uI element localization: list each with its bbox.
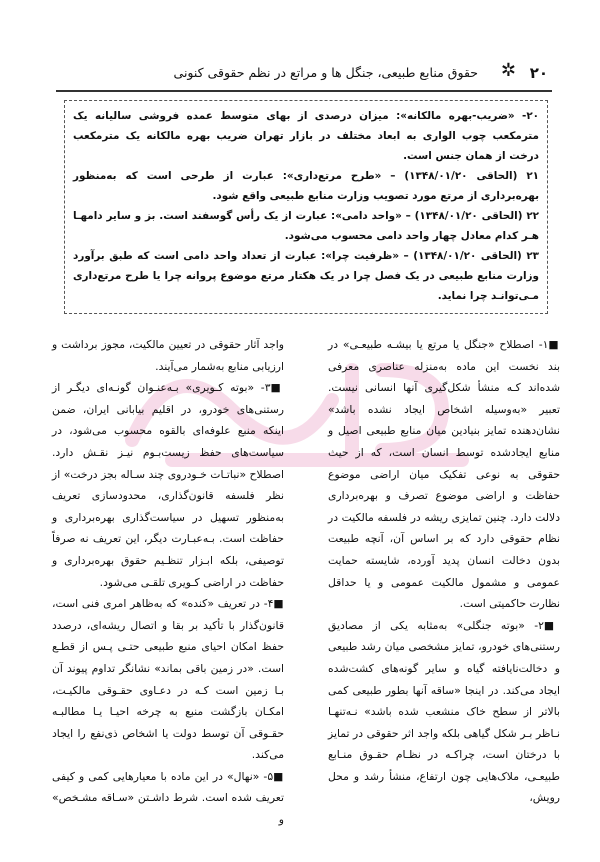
page-header: [56, 58, 552, 92]
header-rule: [56, 90, 552, 92]
footnote-23: ۲۳ (الحاقی ۱۳۴۸/۰۱/۲۰) – «ظرفیت چرا»: عبارت از تعداد واحد دامی است که طبق برآورد وزارت منابع طبیعی در یک فصل چرا در یک هکتار مرتع موضوع پروانه چرا یا طرح مرتع‌داری مـی‌توانـد چرا نماید.: [73, 250, 539, 302]
page-number: ۲۰: [529, 64, 548, 82]
running-title: حقوق منابع طبیعی، جنگل ها و مراتع در نظم حقوقی کنونی: [173, 65, 478, 80]
footnotes-box: [64, 100, 548, 314]
paragraph-2: ■۲- «بوته جنگلی» به‌مثابه یکی از مصادیق رستنی‌های خودرو، تمایز مشخصی میان رشد طبیعی و دخالت‌نایافته گیاه و سایر گونه‌های کشت‌شده ایجاد می‌کند. در اینجا «ساقه آنها بطور طبیعی کمی بالاتر از سطح خاک منشعب شده باشد» نـه‌تنهـا نـاظر بـر شکل گیاهی بلکه واجد اثر حقوقی در تمایز با درختان است، چراکـه در نظـام حقـوق منـابع طبیعـی، ملاک‌هایی چون ارتفاع، منشأ رشد و محل رویش،: [328, 618, 560, 805]
footnote-21: ۲۱ (الحاقی ۱۳۴۸/۰۱/۲۰) – «طرح مرتع‌داری»: عبارت از طرحی است که به‌منظور بهره‌برداری از مرتع مورد تصویب وزارت منابع طبیعی واقع شود.: [73, 170, 539, 202]
paragraph-1: ■۱- اصطلاح «جنگل یا مرتع یا بیشـه طبیعـی» در بند نخست این ماده به‌منزله عناصری معرفی شده‌اند کـه منشأ شکل‌گیری آنها انسانی نیست. تعبیر «به‌وسیله اشخاص ایجاد نشده باشد» نشان‌دهنده تمایز بنیادین میان منابع طبیعی اصیل و منابع ایجادشده توسط انسان است، که از حیث حقوقی به نوعی تفکیک میان اراضی موضوع حفاظت و اراضی موضوع تصرف و بهره‌برداری دلالت دارد. چنین تمایزی ریشه در فلسفه مالکیت در نظام حقوقی دارد که بر اساس آن، آنچه طبیعت بدون دخالت انسان پدید آورده، شایسته حمایت عمومی و مشمول مالکیت عمومی و یا حداقل نظارت حاکمیتی است.: [328, 338, 560, 611]
body-column-right: [328, 334, 560, 809]
paragraph-5: ■۵- «نهال» در این ماده با معیارهایی کمی و کیفی تعریف شده است. شرط داشـتن «سـاقه مشـخص» و: [52, 769, 285, 827]
paragraph-2-continued: واجد آثار حقوقی در تعیین مالکیت، مجوز برداشت و ارزیابی منابع به‌شمار می‌آیند.: [52, 338, 284, 373]
paragraph-4: ■۴- در تعریف «کنده» که به‌ظاهر امری فنی است، قانون‌گذار با تأکید بر بقا و اتصال ریشه‌ای، درصدد حفظ امکان احیای منبع طبیعی حتـی پـس از قطـع است. «در زمین باقی بماند» نشانگر تداوم پیوند آن بـا زمین است کـه در دعـاوی حقـوقی مالکیـت، امکـان بازگشت منبع به چرخه احیـا یـا مطالبـه حقـوقی آن توسط دولت یا اشخاص ذی‌نفع را ایجاد می‌کند.: [52, 597, 284, 762]
body-column-left: [52, 334, 284, 831]
ornament-icon: ✲: [500, 60, 516, 81]
paragraph-3: ■۳- «بوته کـویری» بـه‌عنـوان گونـه‌ای دیگـر از رستنی‌های خودرو، در اقلیم بیابانی ایران، ضمن اینکه منبع علوفه‌ای بالقوه محسوب می‌شود، در سیاست‌های حفظ زیست‌بـوم نیـز نقـش دارد. اصطلاح «نباتـات خـودروی چند سـاله بجز درخت» از نظر فلسفه قانون‌گذاری، محدودسازی تعریف به‌منظور تسهیل در سیاست‌گذاری بهره‌برداری و حفاظت است. بـه‌عبـارت دیگر، این تعریف نه صرفاً توصیفی، بلکه ابـزار تنظـیم حقوق بهره‌برداری و حفاظت در اراضی کـویری تلقـی می‌شود.: [52, 381, 284, 589]
footnote-22: ۲۲ (الحاقی ۱۳۴۸/۰۱/۲۰) – «واحد دامی»: عبارت از یک رأس گوسفند است. بز و سایر دامهـا هـر کدام معادل چهار واحد دامی محسوب می‌شود.: [73, 210, 540, 242]
footnote-20: ۲۰- «ضریب-بهره مالکانه»: میزان درصدی از بهای متوسط عمده فروشی سالیانه یک مترمکعب چوب الواری به ابعاد مختلف در بازار تهران ضریب بهره مالکانه یک مترمکعب درخت از همان جنس است.: [73, 110, 539, 162]
